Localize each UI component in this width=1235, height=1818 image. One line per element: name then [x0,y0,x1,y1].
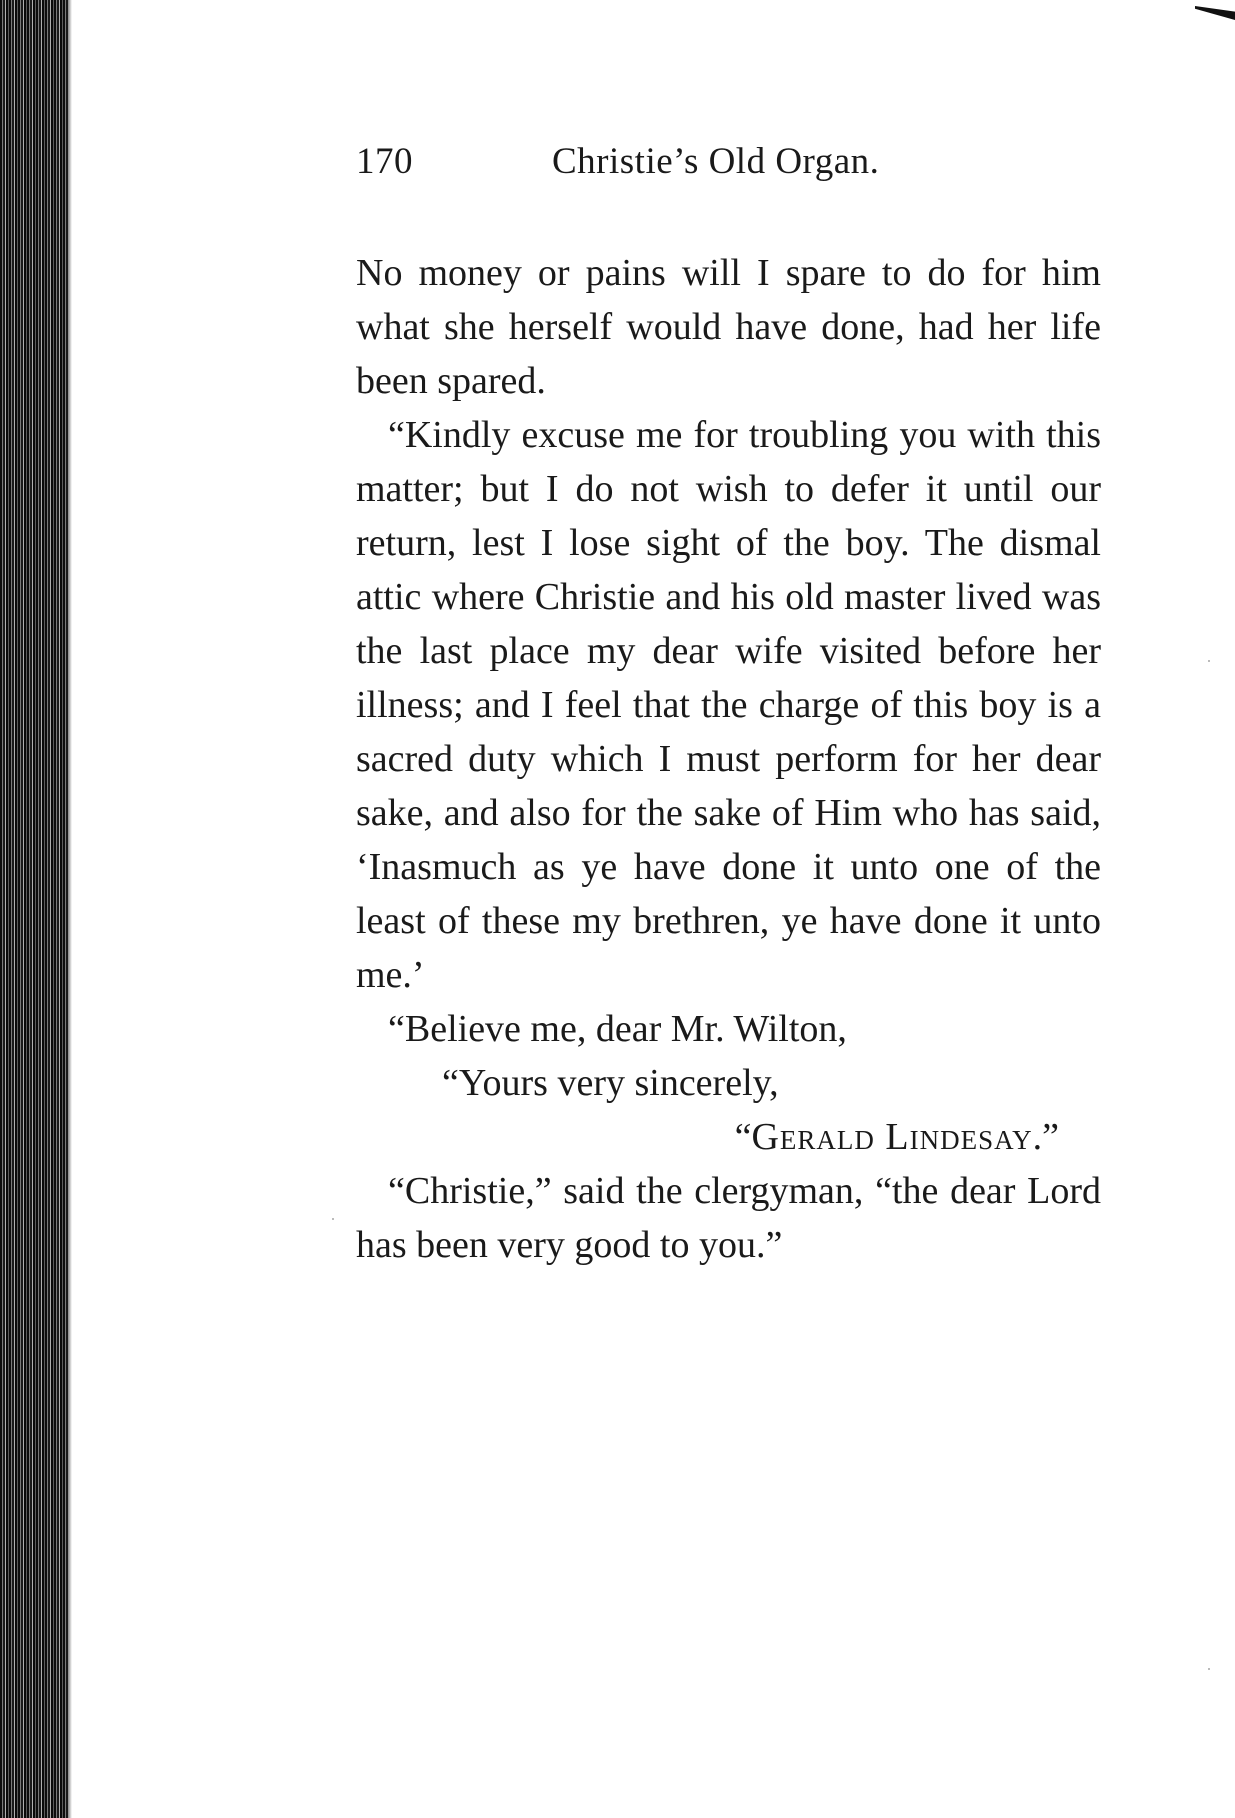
running-head [356,140,1101,200]
book-spine-edge [0,0,68,1818]
paragraph-letter: “Kindly excuse me for troubling you with this matter; but I do not wish to defer it until our return, lest I lose sight of the boy. The dismal attic where Christie and his old master lived was the last place my dear wife visited before her illness; and I feel that the charge of this boy is a sacred duty which I must perform for her dear sake, and also for the sake of Him who has said, ‘Inasmuch as ye have done it unto one of the least of these my brethren, ye have done it unto me.’ [356,414,1101,996]
body-text [356,246,1101,1272]
paper-speck [1208,660,1210,662]
signature-close: .” [1032,1116,1059,1158]
paragraph-final: “Christie,” said the clergyman, “the dear Lord has been very good to you.” [356,1170,1101,1266]
paper-speck [1208,1668,1210,1670]
letter-closing: “Believe me, dear Mr. Wilton, [388,1008,847,1050]
signature-name: Gerald Lindesay [751,1116,1033,1158]
book-page [356,140,1101,1272]
running-title: Christie’s Old Organ. [552,141,880,182]
paragraph-continued: No money or pains will I spare to do for him what she herself would have done, had her life been spared. [356,252,1101,402]
letter-valediction: “Yours very sincerely, [442,1062,779,1104]
signature-open-quote: “ [734,1116,752,1158]
paper-speck [332,1218,334,1220]
corner-mark [1195,6,1235,20]
letter-signature [356,1110,1101,1164]
page-number: 170 [356,141,413,182]
